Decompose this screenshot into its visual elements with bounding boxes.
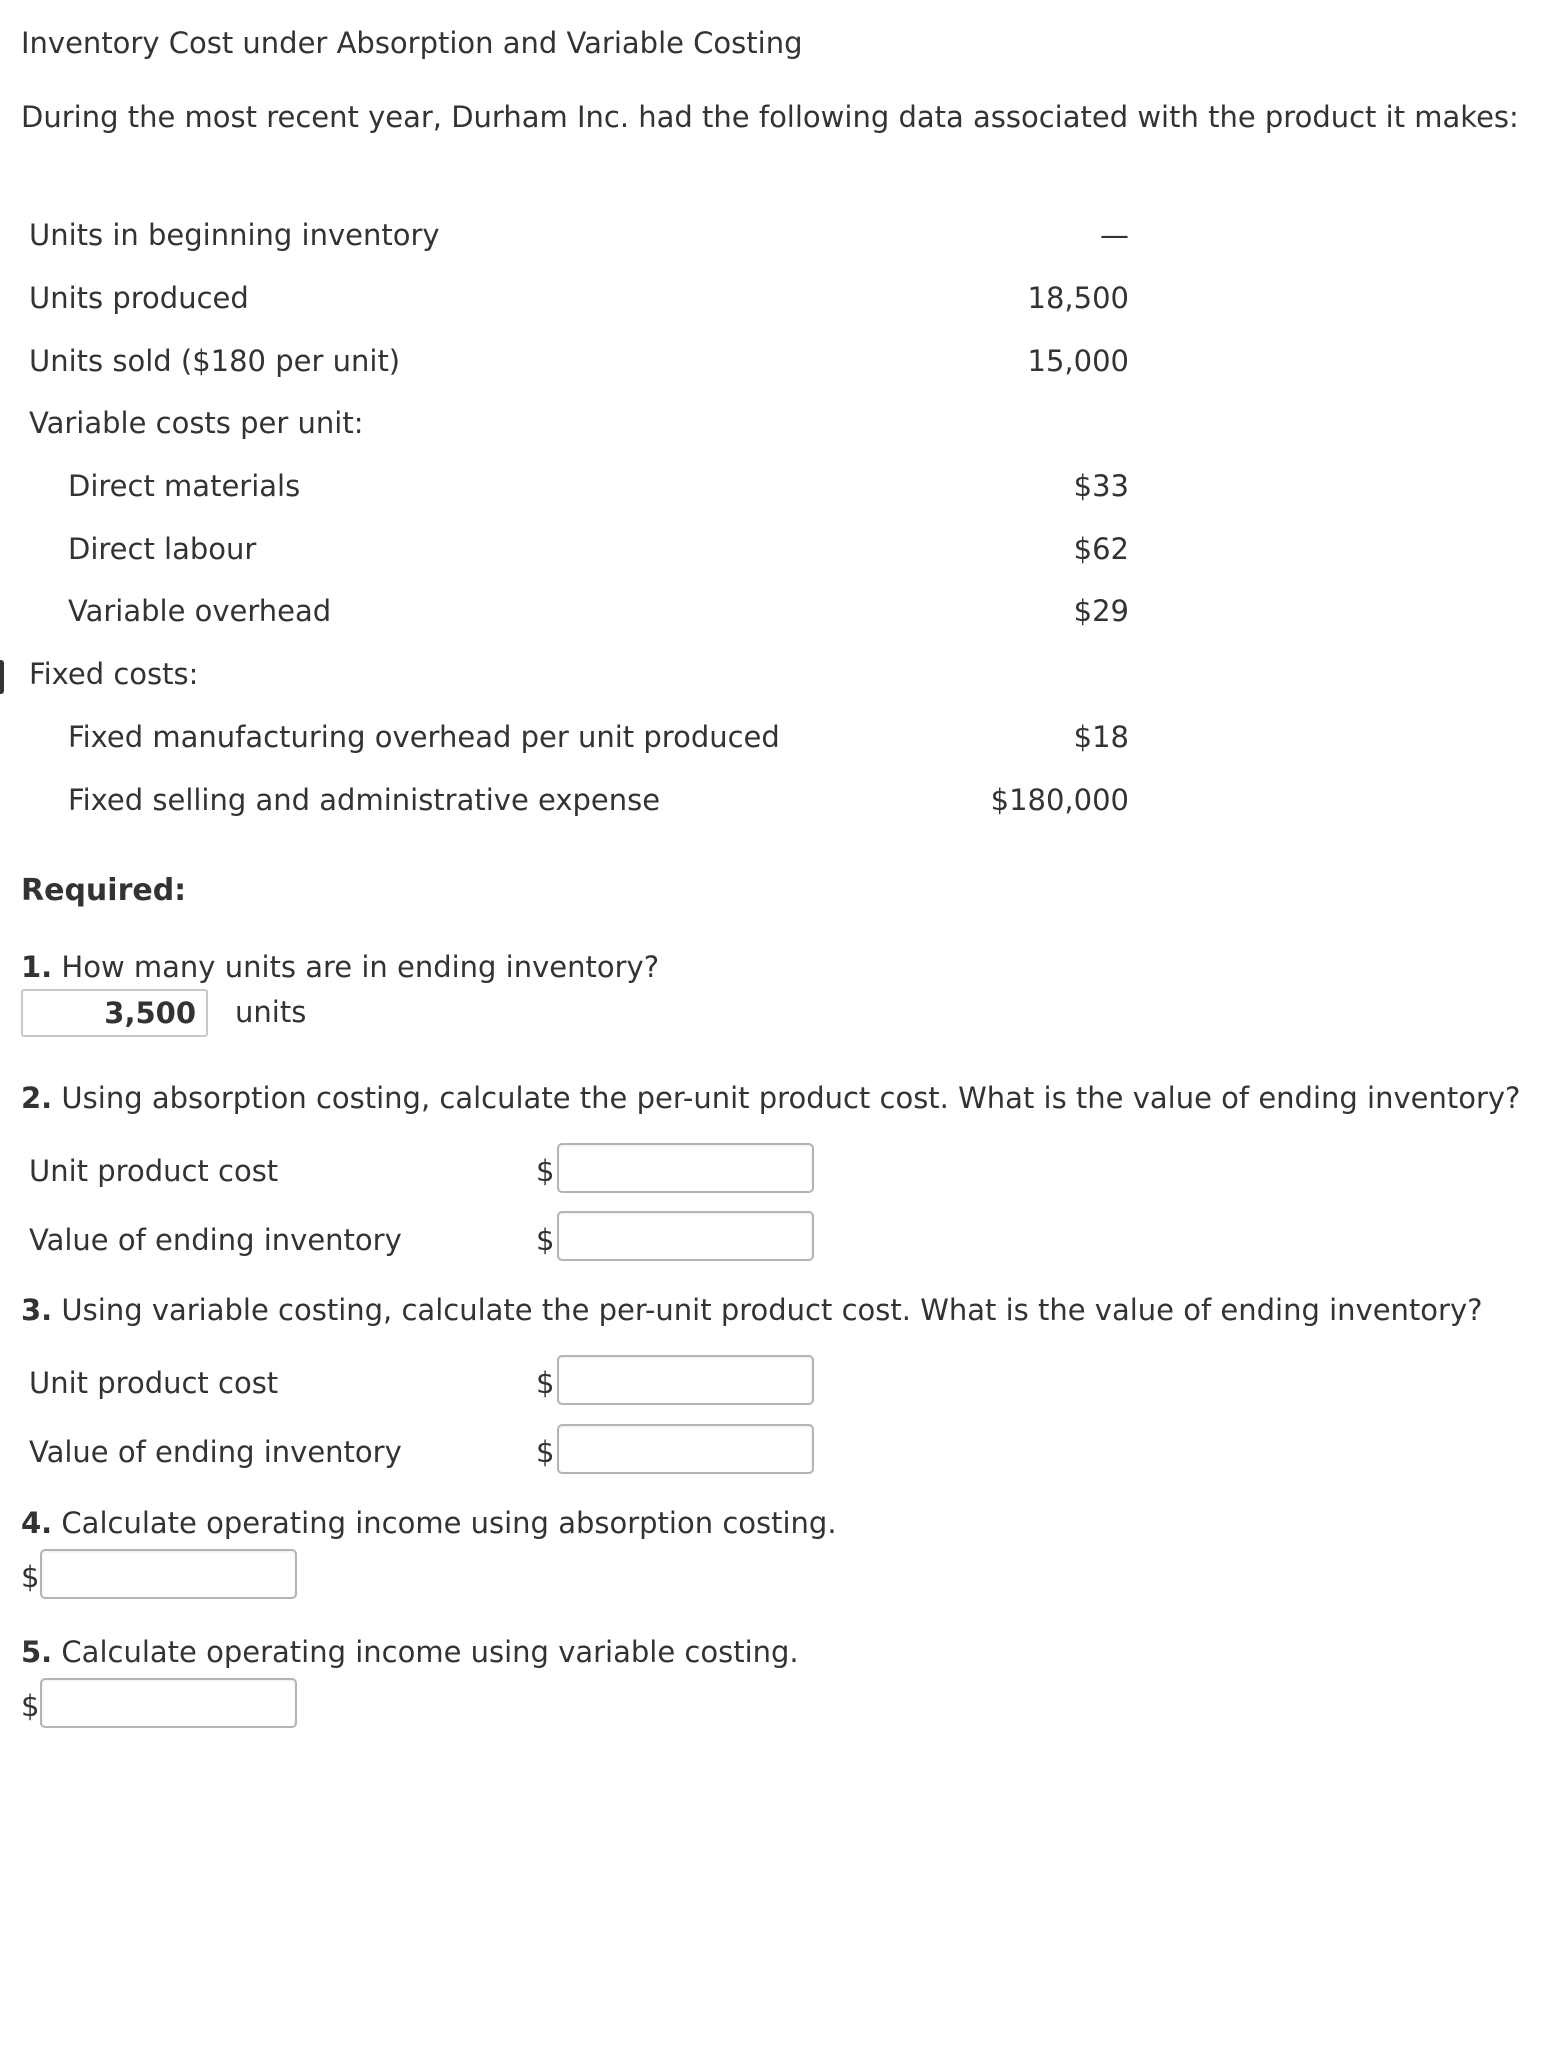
fixed-selling-admin-value: $180,000 — [990, 783, 1129, 817]
fixed-selling-admin-label: Fixed selling and administrative expense — [68, 783, 661, 817]
variable-ending-inventory-input[interactable] — [557, 1424, 814, 1474]
absorption-unit-cost-input[interactable] — [557, 1143, 814, 1193]
absorption-ending-inventory-label: Value of ending inventory — [29, 1223, 402, 1257]
fixed-mfg-overhead-label: Fixed manufacturing overhead per unit produced — [68, 720, 780, 754]
variable-overhead-value: $29 — [1073, 594, 1129, 628]
dollar-sign: $ — [21, 1689, 40, 1723]
question-2-number: 2. — [21, 1081, 53, 1115]
variable-operating-income-input[interactable] — [40, 1678, 297, 1728]
direct-materials-value: $33 — [1073, 469, 1129, 503]
direct-labour-label: Direct labour — [68, 532, 257, 566]
beginning-inventory-label: Units in beginning inventory — [29, 218, 440, 252]
question-5 — [21, 1635, 799, 1669]
ending-inventory-units-answer: 3,500 — [21, 989, 208, 1037]
absorption-unit-cost-label: Unit product cost — [29, 1154, 279, 1188]
fixed-costs-header: Fixed costs: — [29, 657, 199, 691]
question-4 — [21, 1506, 837, 1540]
units-produced-value: 18,500 — [1027, 281, 1129, 315]
problem-intro: During the most recent year, Durham Inc. had the following data associated with the product it makes: — [21, 100, 1519, 134]
absorption-ending-inventory-input[interactable] — [557, 1211, 814, 1261]
question-4-number: 4. — [21, 1506, 53, 1540]
units-produced-label: Units produced — [29, 281, 249, 315]
dollar-sign: $ — [536, 1435, 555, 1469]
question-3-number: 3. — [21, 1293, 53, 1327]
question-3-text: Using variable costing, calculate the per-unit product cost. What is the value of ending inventory? — [61, 1293, 1483, 1327]
dollar-sign: $ — [21, 1560, 40, 1594]
question-2 — [21, 1081, 1520, 1115]
dollar-sign: $ — [536, 1366, 555, 1400]
question-5-text: Calculate operating income using variable costing. — [61, 1635, 799, 1669]
question-3 — [21, 1293, 1483, 1327]
units-sold-label: Units sold ($180 per unit) — [29, 344, 401, 378]
question-2-text: Using absorption costing, calculate the per-unit product cost. What is the value of ending inventory? — [61, 1081, 1521, 1115]
required-heading: Required: — [21, 873, 187, 908]
variable-overhead-label: Variable overhead — [68, 594, 332, 628]
variable-unit-cost-label: Unit product cost — [29, 1366, 279, 1400]
question-1 — [21, 950, 659, 984]
question-5-number: 5. — [21, 1635, 53, 1669]
variable-costs-header: Variable costs per unit: — [29, 406, 364, 440]
beginning-inventory-value: — — [1100, 218, 1129, 252]
absorption-operating-income-input[interactable] — [40, 1549, 297, 1599]
question-1-text: How many units are in ending inventory? — [61, 950, 660, 984]
units-label: units — [235, 995, 307, 1029]
question-4-text: Calculate operating income using absorption costing. — [61, 1506, 837, 1540]
variable-ending-inventory-label: Value of ending inventory — [29, 1435, 402, 1469]
edge-marker — [0, 660, 4, 694]
dollar-sign: $ — [536, 1223, 555, 1257]
units-sold-value: 15,000 — [1027, 344, 1129, 378]
direct-materials-label: Direct materials — [68, 469, 301, 503]
question-1-number: 1. — [21, 950, 53, 984]
page-title: Inventory Cost under Absorption and Variable Costing — [21, 26, 803, 60]
fixed-mfg-overhead-value: $18 — [1073, 720, 1129, 754]
dollar-sign: $ — [536, 1154, 555, 1188]
direct-labour-value: $62 — [1073, 532, 1129, 566]
variable-unit-cost-input[interactable] — [557, 1355, 814, 1405]
